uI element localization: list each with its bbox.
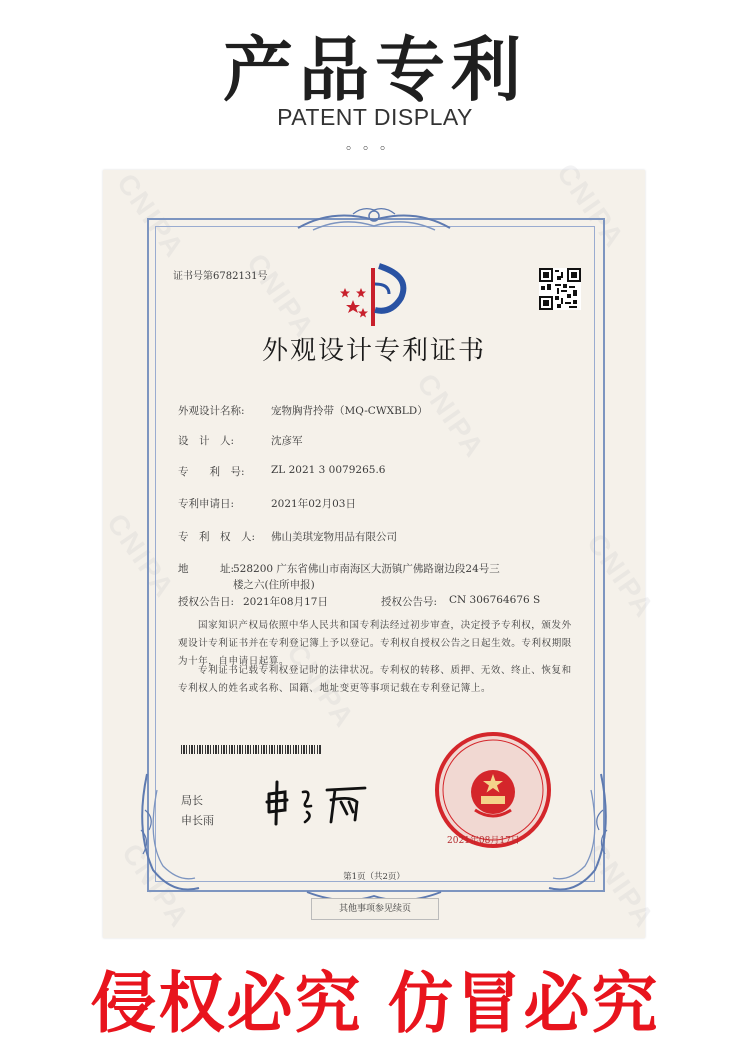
legal-paragraph-1: 国家知识产权局依照中华人民共和国专利法经过初步审查，决定授予专利权，颁发外观设计专利证书并在专利登记簿上予以登记。专利权自授权公告之日起生效。专利权期限为十年，自申请日起算。 (178, 620, 572, 667)
watermark: CNIPA (550, 157, 631, 254)
field-label: 专 利 权 人: (178, 531, 256, 543)
footer-note-box (311, 898, 439, 920)
watermark: CNIPA (580, 527, 661, 624)
field-label: 专利申请日: (178, 498, 235, 510)
design-name-value: 宠物胸背拎带（MQ-CWXBLD） (271, 405, 428, 417)
certificate-title: 外观设计专利证书 (261, 336, 486, 366)
certificate-number: 证书号第6782131号 (173, 271, 268, 282)
watermark: CNIPA (410, 367, 491, 464)
director-name: 申长雨 (181, 814, 214, 827)
watermark: CNIPA (240, 247, 321, 344)
address-line-2: 楼之六(住所申报) (233, 579, 315, 591)
decorative-dots: 。。。 (346, 137, 404, 153)
footer-note: 其他事项参见续页 (338, 904, 411, 914)
legal-paragraph-2: 专利证书记载专利权登记时的法律状况。专利权的转移、质押、无效、终止、恢复和专利权人的姓名或名称、国籍、地址变更等事项记载在专利登记簿上。 (178, 665, 572, 694)
barcode (181, 745, 321, 754)
grant-date-value: 2021年08月17日 (243, 596, 328, 608)
watermark: CNIPA (580, 837, 661, 934)
patentee-value: 佛山美琪宠物用品有限公司 (271, 531, 397, 543)
page-subtitle: PATENT DISPLAY (277, 104, 473, 130)
director-title: 局长 (181, 794, 203, 807)
field-label: 授权公告号: (381, 596, 438, 608)
cnipa-logo-icon (339, 262, 415, 332)
seal-date: 2021年08月17日 (447, 836, 520, 846)
watermark: CNIPA (100, 507, 181, 604)
designer-value: 沈彦军 (271, 435, 303, 447)
watermark: CNIPA (280, 637, 361, 734)
field-label: 地 址: (178, 563, 235, 575)
address-line-1: 528200 广东省佛山市南海区大沥镇广佛路谢边段24号三 (233, 563, 500, 575)
field-label: 外观设计名称: (178, 405, 245, 417)
grant-number-value: CN 306764676 S (449, 594, 541, 606)
watermark: CNIPA (110, 167, 191, 264)
field-label: 设 计 人: (178, 435, 235, 447)
warning-slogan: 侵权必究 仿冒必究 (90, 965, 660, 1042)
patent-number-value: ZL 2021 3 0079265.6 (271, 464, 386, 476)
watermark: CNIPA (115, 837, 196, 934)
qr-code-icon (539, 268, 581, 310)
signature-icon (261, 776, 381, 828)
top-ornament-icon (293, 206, 455, 236)
official-seal-icon (433, 730, 553, 850)
page-title: 产品专利 (223, 29, 527, 111)
patent-certificate (100, 157, 661, 938)
page-info: 第1页（共2页） (343, 872, 405, 882)
application-date-value: 2021年02月03日 (271, 498, 356, 510)
field-label: 授权公告日: (178, 596, 235, 608)
field-label: 专 利 号: (178, 466, 245, 478)
